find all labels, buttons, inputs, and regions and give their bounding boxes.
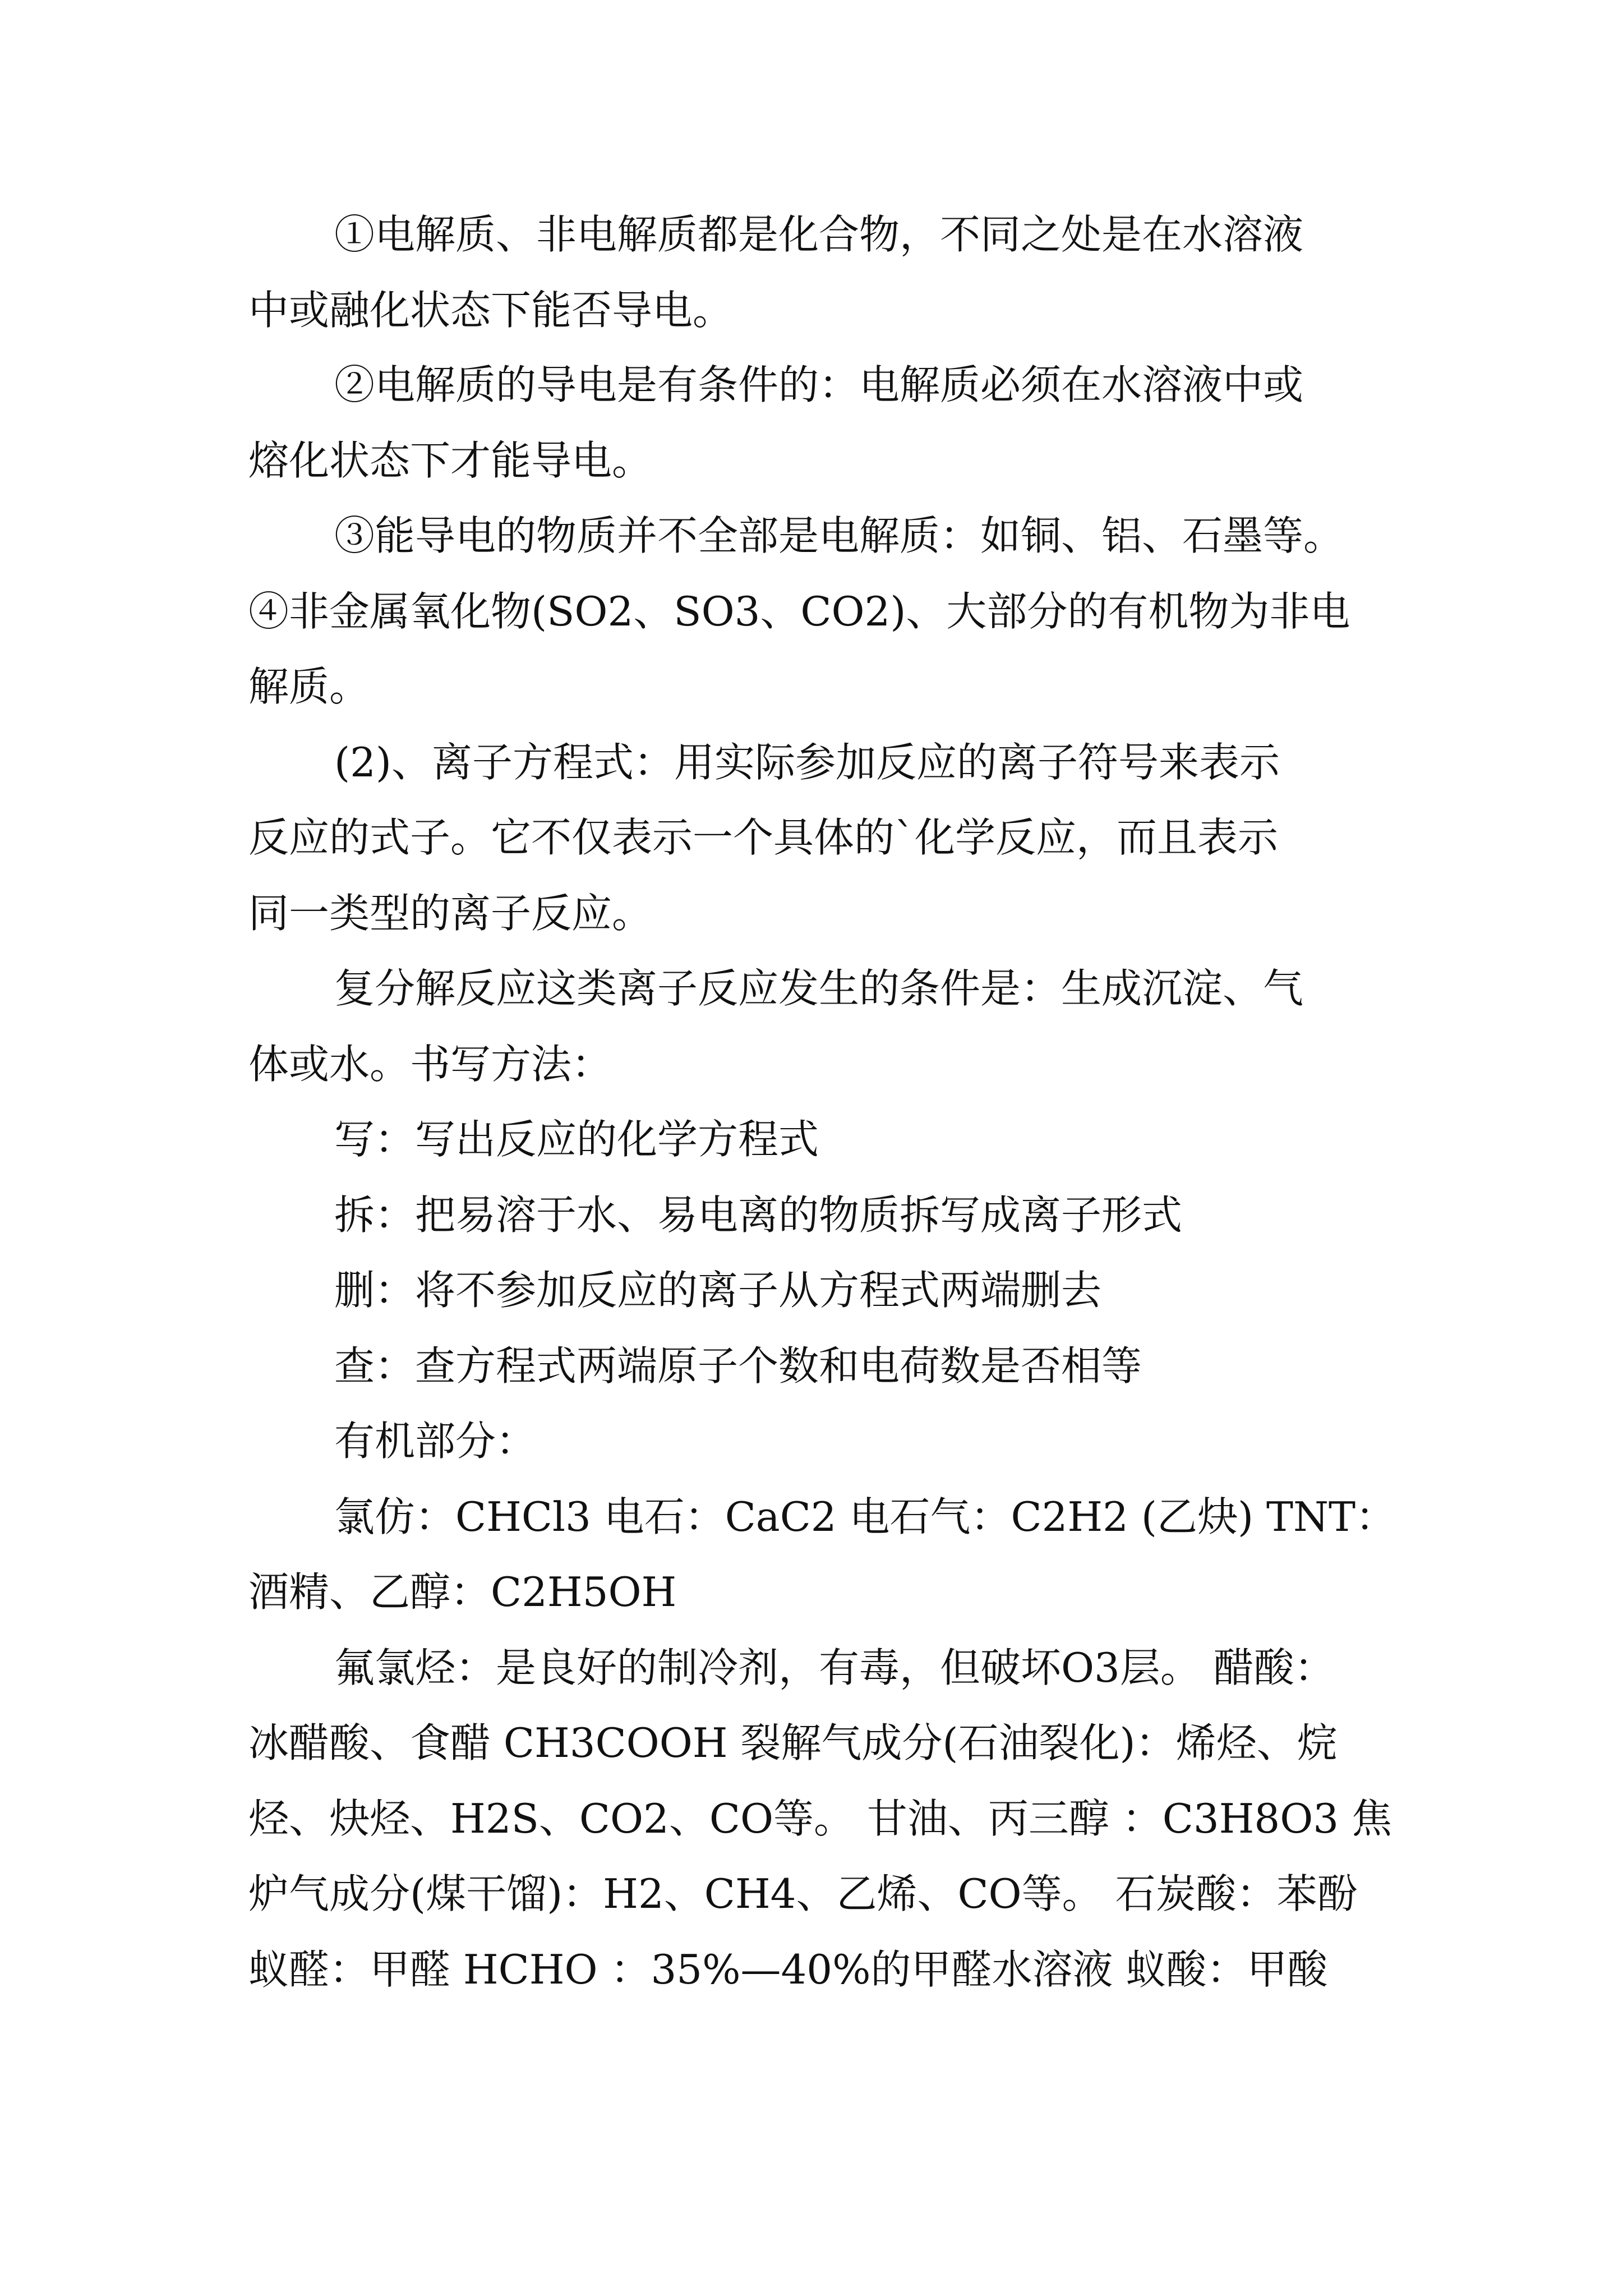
paragraph-line: 冰醋酸、食醋 CH3COOH 裂解气成分(石油裂化)：烯烃、烷 [248,1719,1338,1766]
paragraph-line: 氯仿：CHCl3 电石：CaC2 电石气：C2H2 (乙炔) TNT： [334,1493,1396,1540]
paragraph-line: 有机部分： [334,1418,537,1465]
paragraph-line: 反应的式子。它不仅表示一个具体的`化学反应，而且表示 [248,814,1279,861]
paragraph-line: ②电解质的导电是有条件的：电解质必须在水溶液中或 [334,361,1304,408]
paragraph-line: (2)、离子方程式：用实际参加反应的离子符号来表示 [334,739,1280,786]
paragraph-line: 解质。 [248,663,370,710]
paragraph-line: 中或融化状态下能否导电。 [248,287,734,334]
paragraph-line: 蚁醛：甲醛 HCHO ：35%—40%的甲醛水溶液 蚁酸：甲酸 [248,1946,1328,1993]
paragraph-line: 炉气成分(煤干馏)：H2、CH4、乙烯、CO等。 石炭酸：苯酚 [248,1870,1358,1917]
paragraph-line: 拆：把易溶于水、易电离的物质拆写成离子形式 [334,1191,1183,1239]
paragraph-line: 查：查方程式两端原子个数和电荷数是否相等 [334,1342,1142,1389]
paragraph-line: 写：写出反应的化学方程式 [334,1116,819,1163]
paragraph-line: 删：将不参加反应的离子从方程式两端删去 [334,1267,1102,1314]
paragraph-line: 烃、炔烃、H2S、CO2、CO等。 甘油、丙三醇 ：C3H8O3 焦 [248,1795,1392,1842]
paragraph-line: 熔化状态下才能导电。 [248,437,653,484]
paragraph-line: ④非金属氧化物(SO2、SO3、CO2)、大部分的有机物为非电 [248,588,1350,635]
paragraph-line: 氟氯烃：是良好的制冷剂，有毒，但破坏O3层。 醋酸： [334,1644,1335,1691]
paragraph-line: 同一类型的离子反应。 [248,890,653,937]
paragraph-line: 酒精、乙醇：C2H5OH [248,1568,677,1616]
paragraph-line: ③能导电的物质并不全部是电解质：如铜、铝、石墨等。 [334,512,1344,559]
paragraph-line: 复分解反应这类离子反应发生的条件是：生成沉淀、气 [334,965,1304,1012]
paragraph-line: ①电解质、非电解质都是化合物，不同之处是在水溶液 [334,211,1304,258]
paragraph-line: 体或水。书写方法： [248,1041,612,1088]
